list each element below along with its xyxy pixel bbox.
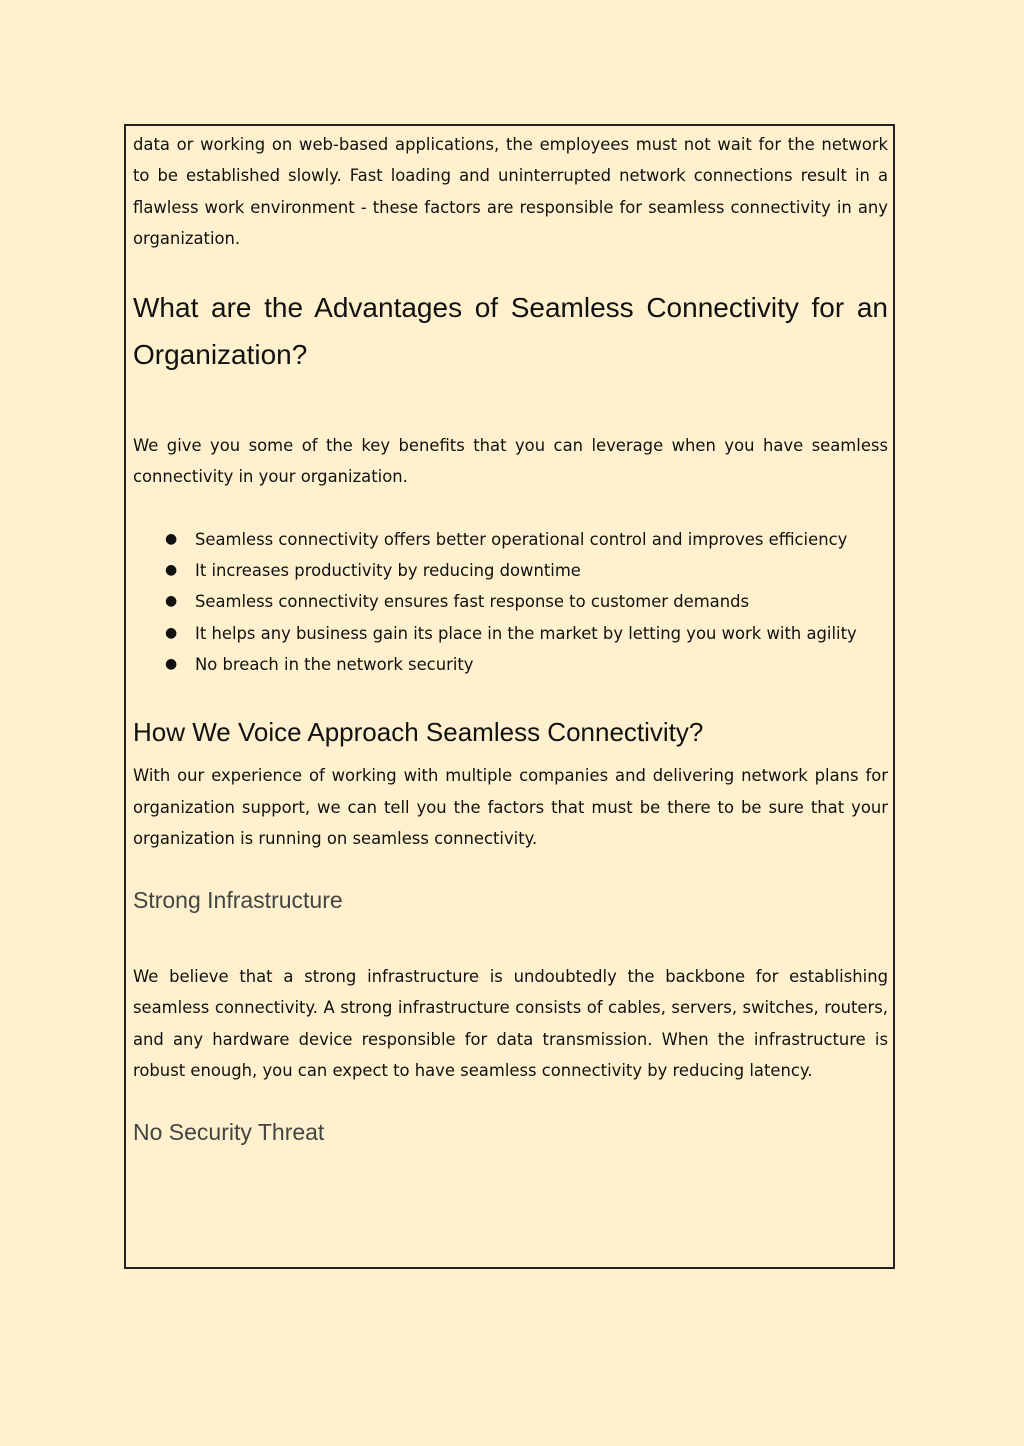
list-item: ● It helps any business gain its place in the market by letting you work with agility (133, 618, 888, 649)
advantages-paragraph: We give you some of the key benefits that you can leverage when you have seamless connectivity in your organization. (133, 436, 888, 487)
list-item: ● Seamless connectivity ensures fast response to customer demands (133, 586, 888, 617)
advantages-list (133, 524, 888, 680)
bullet-icon: ● (165, 593, 178, 610)
infrastructure-heading: Strong Infrastructure (133, 887, 343, 914)
infrastructure-paragraph: We believe that a strong infrastructure is undoubtedly the backbone for establishing seamless connectivity. A strong infrastructure consists of cables, servers, switches, routers, and any hardware device responsible for data transmission. When the infrastructure is robust enough, you can expect to have seamless connectivity by reducing latency. (133, 967, 888, 1081)
bullet-icon: ● (165, 624, 178, 641)
advantages-heading: What are the Advantages of Seamless Connectivity for an Organization? (133, 292, 888, 371)
bullet-icon: ● (165, 655, 178, 672)
list-item: ● It increases productivity by reducing downtime (133, 555, 888, 586)
approach-paragraph: With our experience of working with multiple companies and delivering network plans for organization support, we can tell you the factors that must be there to be sure that your organization is running on seamless connectivity. (133, 766, 888, 848)
list-item: ● Seamless connectivity offers better operational control and improves efficiency (133, 524, 888, 555)
approach-heading: How We Voice Approach Seamless Connectivity? (133, 717, 704, 748)
security-heading: No Security Threat (133, 1119, 325, 1146)
bullet-icon: ● (165, 530, 178, 547)
list-item: ● No breach in the network security (133, 649, 888, 680)
bullet-icon: ● (165, 562, 178, 579)
document-content (133, 129, 888, 1148)
intro-paragraph: data or working on web-based applications, the employees must not wait for the network to be established slowly. Fast loading and uninterrupted network connections result in a flawless work environment - these factors are responsible for seamless connectivity in any organization. (133, 135, 888, 248)
